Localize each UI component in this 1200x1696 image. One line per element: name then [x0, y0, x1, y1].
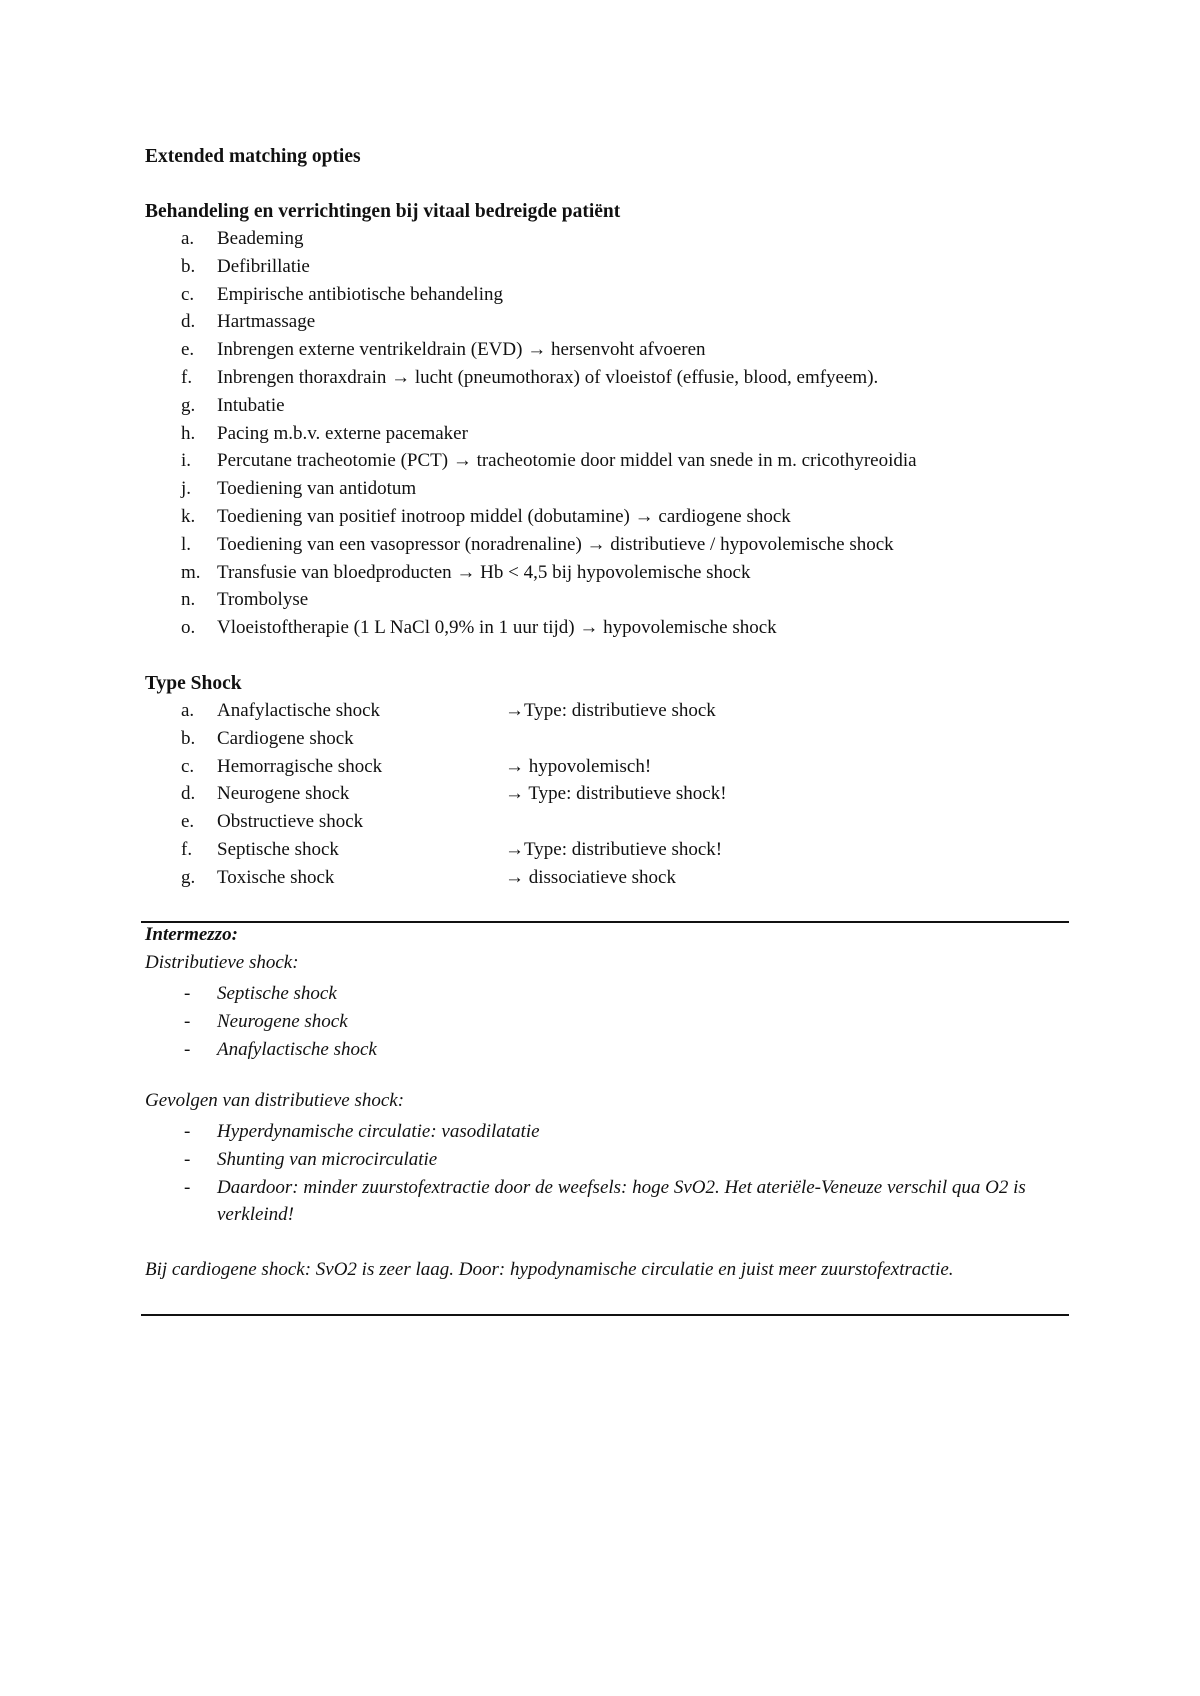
distributive-shock-list: [145, 980, 1077, 1063]
divider-bottom: [141, 1314, 1069, 1316]
consequences-list: [145, 1118, 1077, 1229]
section-heading-treatments: Behandeling en verrichtingen bij vitaal bedreigde patiënt: [145, 201, 621, 222]
list-item: - Anafylactische shock: [184, 1038, 377, 1060]
intermezzo-heading: Intermezzo:: [145, 924, 238, 945]
list-item: - Neurogene shock: [184, 1010, 348, 1032]
list-item: - Shunting van microcirculatie: [184, 1148, 438, 1170]
consequences-heading: Gevolgen van distributieve shock:: [145, 1090, 405, 1111]
document-title: Extended matching opties: [145, 146, 361, 167]
section-heading-shock-types: Type Shock: [145, 673, 242, 694]
list-item: - Septische shock: [184, 983, 337, 1004]
list-item: - Hyperdynamische circulatie: vasodilatatie: [184, 1121, 540, 1142]
cardiogenic-note: Bij cardiogene shock: SvO2 is zeer laag. Door: hypodynamische circulatie en juist meer zuurstofextractie.: [145, 1259, 954, 1280]
divider-top: [141, 921, 1069, 923]
document-page: Extended matching opties Behandeling en verrichtingen bij vitaal bedreigde patiënt a. Beademing b. Defibrillatie c. Empirische antibiotische behandeling d. Hartmassage e. Inbrengen externe ventrikeldrain (EVD) → hersenvoht afvoeren f. Inbrengen thoraxdrain → lucht (pneumothorax) of vloeistof (effusie, blood, emfyeem). g. Intubatie h. Pacing m.b.v. externe pacemaker i. Percutane tracheotomie (PCT) → tracheotomie door middel van snede in m. cricothyreoidia j. Toediening van antidotum k. Toediening van positief inotroop middel (dobutamine) → cardiogene shock l. Toediening van een vasopressor (noradrenaline) → distributieve / hypovolemische shock m. Transfusie van bloedproducten → Hb < 4,5 bij hypovolemische shock n. Trombolyse o. Vloeistoftherapie (1 L NaCl 0,9% in 1 uur tijd) → hypovolemische shock Type Shock a. Anafylactische shock →Type: distributieve shock b. Cardiogene shock c. Hemorragische shock → hypovolemisch! d. Neurogene shock → Type: distributieve shock! e. Obstructieve shock f. Septische shock →Type: distributieve shock! g. Toxische shock → dissociatieve shock Intermezzo: Distributieve shock: - Septische shock - Neurogene shock - Anafylactische shock Gevolgen van distributieve shock: - Hyperdynamische circulatie: vasodilatatie - Shunting van microcirculatie - Daardoor: minder zuurstofextractie door de weefsels: hoge SvO2. Het ateriële-Veneuze verschil qua O2 is verkleind! Bij cardiogene shock: SvO2 is zeer laag. Door: hypodynamische circulatie en juist meer zuurstofextractie.: [0, 0, 1200, 1696]
list-item: - Daardoor: minder zuurstofextractie door de weefsels: hoge SvO2. Het ateriële-Veneuze verschil qua O2 is verkleind!: [184, 1176, 1026, 1226]
distributive-shock-heading: Distributieve shock:: [145, 952, 299, 973]
